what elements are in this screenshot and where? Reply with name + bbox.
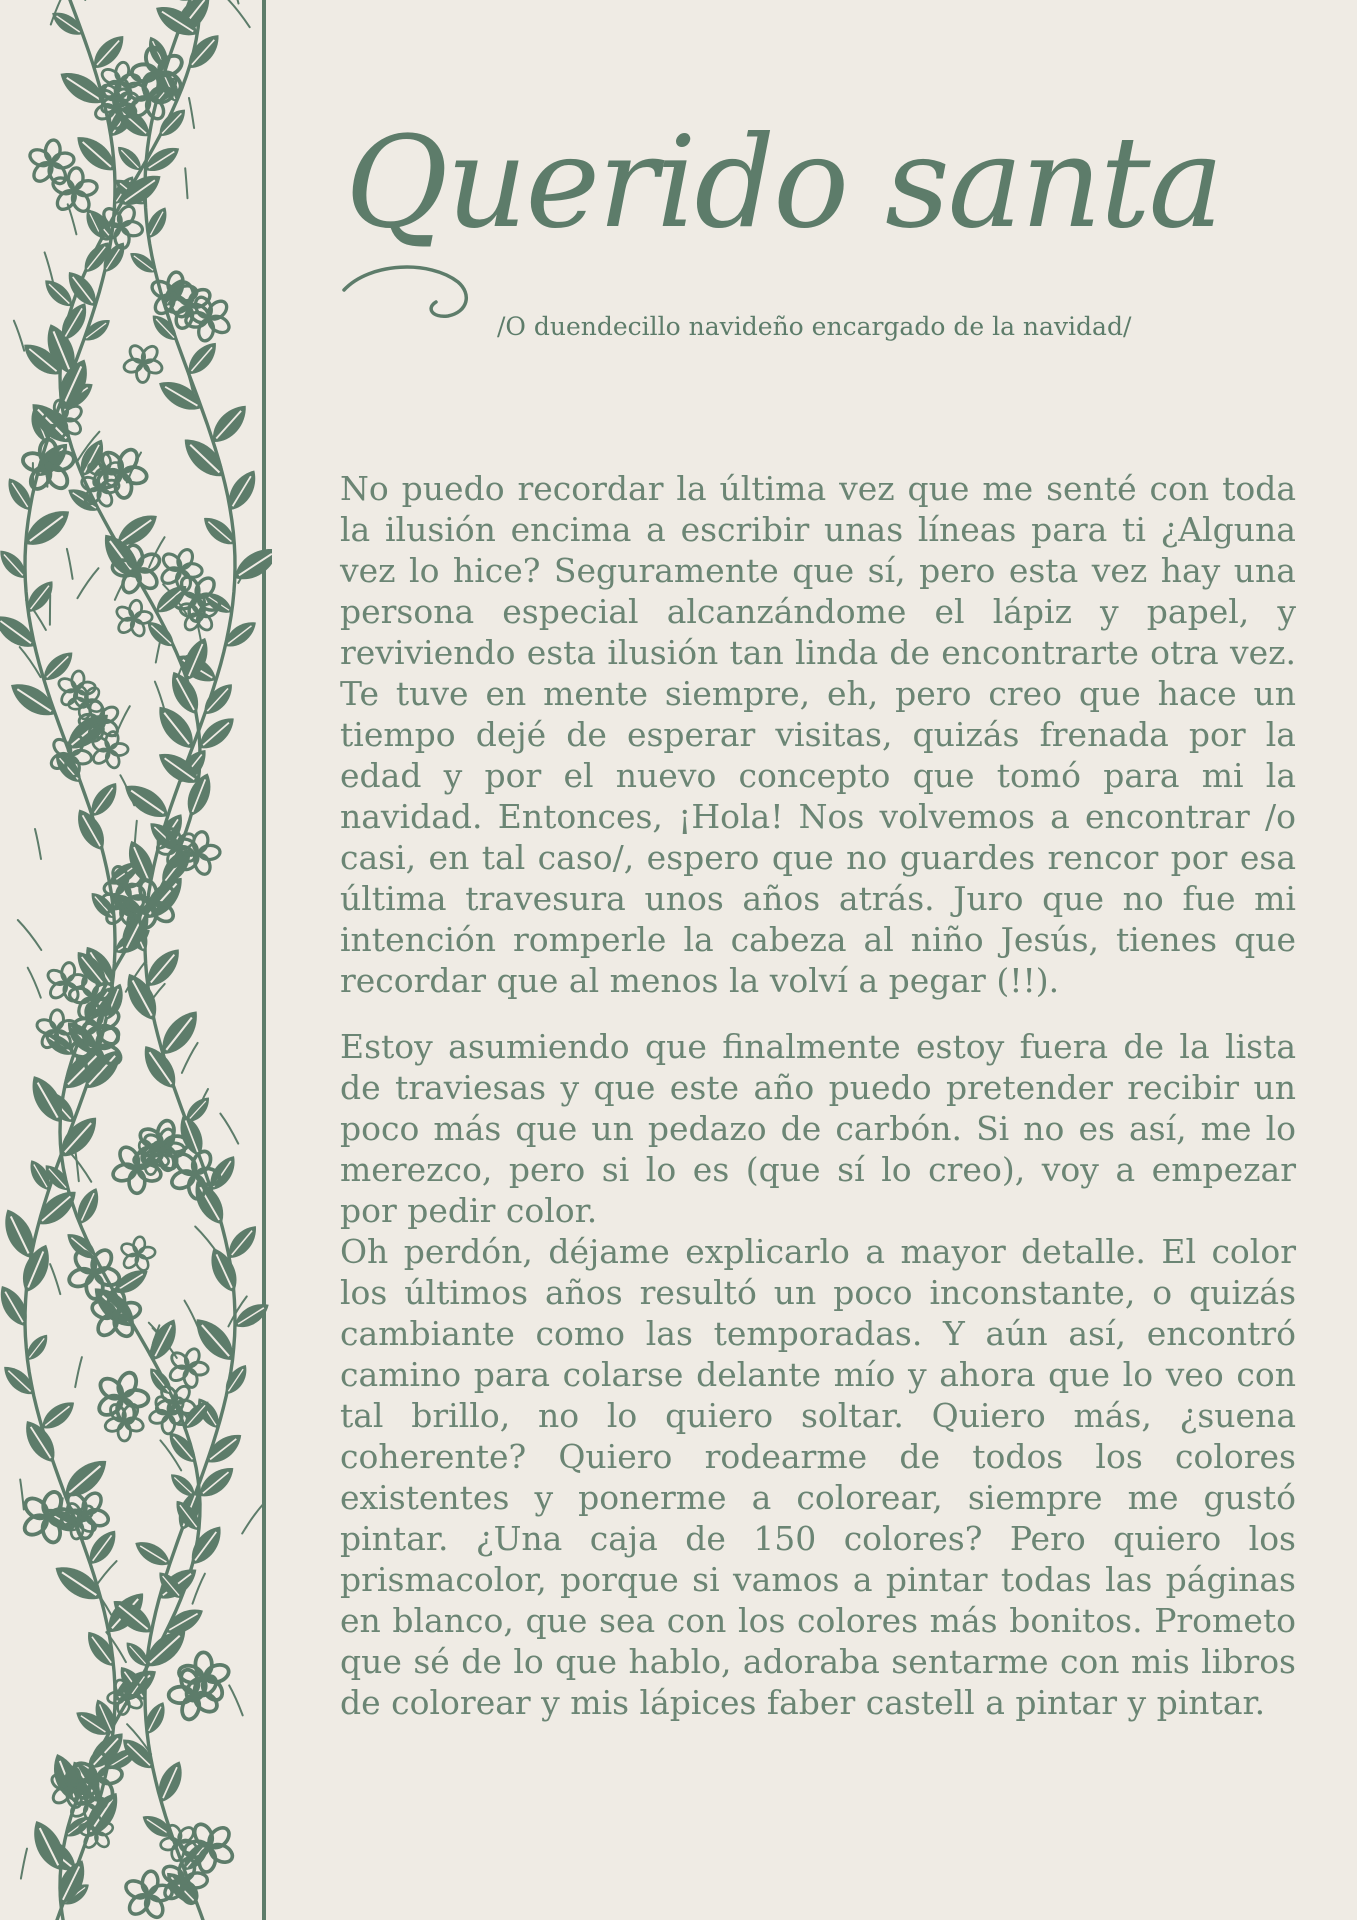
- floral-border: [0, 0, 272, 1920]
- paragraph-3: Oh perdón, déjame explicarlo a mayor detalle. El color los últimos años resultó un poco inconstante, o quizás cambiante como las temporadas. Y aún así, encontró camino para colarse delante mío y ahora que lo veo con tal brillo, no lo quiero soltar. Quiero más, ¿suena coherente? Quiero rodearme de todos los colores existentes y ponerme a colorear, siempre me gustó pintar. ¿Una caja de 150 colores? Pero quiero los prismacolor, porque si vamos a pintar todas las páginas en blanco, que sea con los colores más bonitos. Prometo que sé de lo que hablo, adoraba sentarme con mis libros de colorear y mis lápices faber castell a pintar y pintar.: [340, 1232, 1296, 1722]
- floral-vine-pattern: [0, 0, 272, 1920]
- paragraph-2: Estoy asumiendo que finalmente estoy fuera de la lista de traviesas y que este año puedo pretender recibir un poco más que un pedazo de carbón. Si no es así, me lo merezco, pero si lo es (que sí lo creo), voy a empezar por pedir color.: [340, 1027, 1296, 1230]
- letter-title: Querido santa: [345, 109, 1222, 256]
- letter-subtitle: /O duendecillo navideño encargado de la navidad/: [497, 312, 1132, 341]
- paragraph-1: No puedo recordar la última vez que me senté con toda la ilusión encima a escribir unas líneas para ti ¿Alguna vez lo hice? Seguramente que sí, pero esta vez hay una persona especial alcanzándome el lápiz y papel, y reviviendo esta ilusión tan linda de encontrarte otra vez. Te tuve en mente siempre, eh, pero creo que hace un tiempo dejé de esperar visitas, quizás frenada por la edad y por el nuevo concepto que tomó para mi la navidad. Entonces, ¡Hola! Nos volvemos a encontrar /o casi, en tal caso/, espero que no guardes rencor por esa última travesura unos años atrás. Juro que no fue mi intención romperle la cabeza al niño Jesús, tienes que recordar que al menos la volví a pegar (!!).: [340, 469, 1296, 1000]
- title-swash-flourish: [340, 260, 480, 330]
- letter-body: [340, 468, 1296, 1723]
